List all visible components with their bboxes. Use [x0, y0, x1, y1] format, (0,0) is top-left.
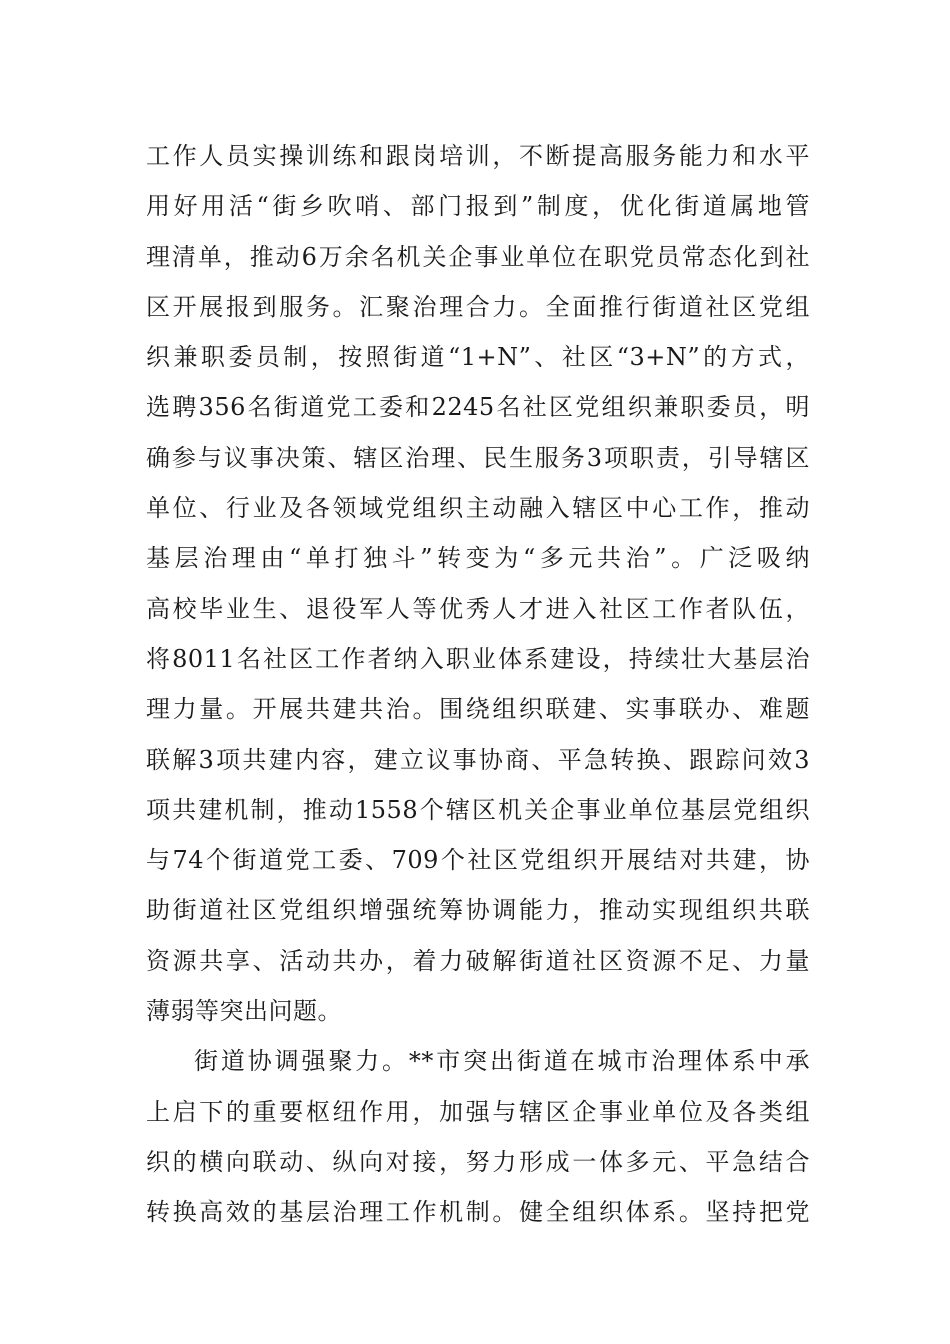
text-line: 资源共享、活动共办，着力破解街道社区资源不足、力量	[146, 946, 810, 975]
text-line: 助街道社区党组织增强统筹协调能力，推动实现组织共联	[146, 896, 810, 925]
text-line: 确参与议事决策、辖区治理、民生服务3项职责，引导辖区	[146, 443, 810, 472]
text-line: 区开展报到服务。汇聚治理合力。全面推行街道社区党组	[146, 292, 810, 321]
text-line: 与74个街道党工委、709个社区党组织开展结对共建，协	[146, 846, 810, 875]
text-line: 工作人员实操训练和跟岗培训，不断提高服务能力和水平	[146, 142, 810, 170]
text-line: 薄弱等突出问题。	[146, 997, 342, 1026]
text-line: 转换高效的基层治理工作机制。健全组织体系。坚持把党	[146, 1198, 810, 1227]
text-line: 上启下的重要枢纽作用，加强与辖区企事业单位及各类组	[146, 1097, 810, 1126]
text-line: 理清单，推动6万余名机关企事业单位在职党员常态化到社	[146, 242, 810, 271]
text-line: 织兼职委员制，按照街道“1+N”、社区“3+N”的方式，	[146, 343, 810, 372]
text-line: 理力量。开展共建共治。围绕组织联建、实事联办、难题	[146, 695, 810, 724]
text-line: 高校毕业生、退役军人等优秀人才进入社区工作者队伍，	[146, 594, 810, 623]
text-line: 项共建机制，推动1558个辖区机关企事业单位基层党组织	[146, 795, 810, 824]
text-line: 选聘356名街道党工委和2245名社区党组织兼职委员，明	[146, 393, 810, 422]
paragraph-first-line: 街道协调强聚力。**市突出街道在城市治理体系中承	[194, 1047, 810, 1076]
body-text	[146, 131, 810, 1238]
text-line: 用好用活“街乡吹哨、部门报到”制度，优化街道属地管	[146, 192, 810, 221]
text-line: 单位、行业及各领域党组织主动融入辖区中心工作，推动	[146, 494, 810, 523]
text-line: 基层治理由“单打独斗”转变为“多元共治”。广泛吸纳	[146, 544, 810, 573]
text-line: 织的横向联动、纵向对接，努力形成一体多元、平急结合	[146, 1147, 810, 1176]
text-line: 联解3项共建内容，建立议事协商、平急转换、跟踪问效3	[146, 745, 810, 774]
text-line: 将8011名社区工作者纳入职业体系建设，持续壮大基层治	[146, 644, 810, 673]
